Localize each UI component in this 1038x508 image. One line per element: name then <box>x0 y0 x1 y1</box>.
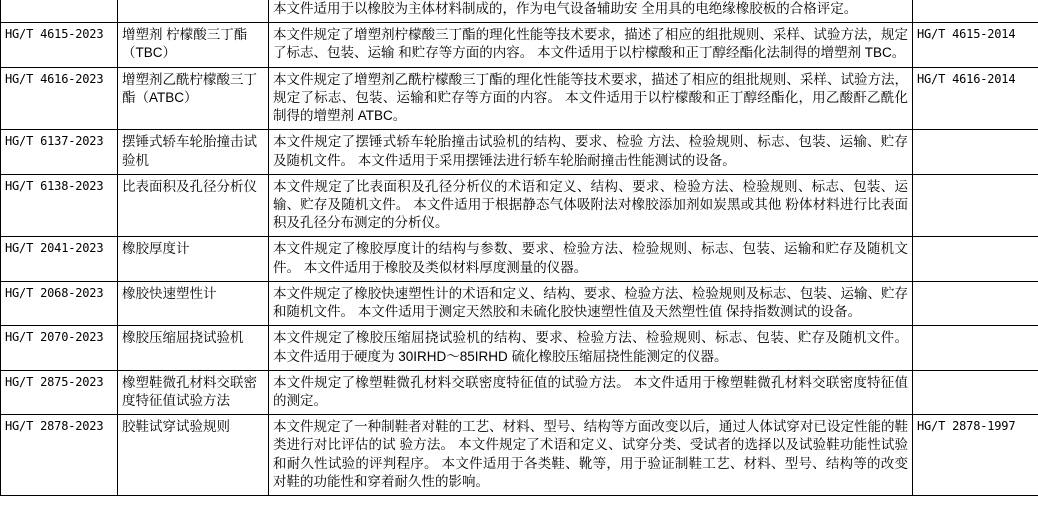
cell-replaced-standard: HG/T 4616-2014 <box>913 67 1038 130</box>
cell-description: 本文件规定了橡胶快速塑性计的术语和定义、结构、要求、检验方法、检验规则及标志、包装、运输、贮存和随机文件。 本文件适用于测定天然胶和未硫化胶快速塑性值及天然塑性值 保持指数测试的设备。 <box>269 281 913 325</box>
cell-standard-name: 橡塑鞋微孔材料交联密度特征值试验方法 <box>118 370 269 414</box>
cell-standard-name: 橡胶快速塑性计 <box>118 281 269 325</box>
cell-standard-name <box>118 0 269 23</box>
cell-replaced-standard: HG/T 4615-2014 <box>913 23 1038 67</box>
cell-description: 本文件规定了增塑剂柠檬酸三丁酯的理化性能等技术要求，描述了相应的组批规则、采样、试验方法，规定了标志、包装、运输 和贮存等方面的内容。 本文件适用于以柠檬酸和正丁醇经酯化法制得的增塑剂 TBC。 <box>269 23 913 67</box>
cell-description: 本文件规定了增塑剂乙酰柠檬酸三丁酯的理化性能等技术要求，描述了相应的组批规则、采样、试验方法，规定了标志、包装、运输和贮存等方面的内容。 本文件适用于以柠檬酸和正丁醇经酯化，用乙酸酐乙酰化制得的增塑剂 ATBC。 <box>269 67 913 130</box>
cell-standard-name: 增塑剂乙酰柠檬酸三丁酯（ATBC） <box>118 67 269 130</box>
cell-description: 本文件规定了一种制鞋者对鞋的工艺、材料、型号、结构等方面改变以后，通过人体试穿对已设定性能的鞋类进行对比评估的试 验方法。 本文件规定了术语和定义、试穿分类、受试者的选择以及试验鞋功能性试验和耐久性试验的评判程序。 本文件适用于各类鞋、靴等，用于验证制鞋工艺、材料、型号、结构等的改变对鞋的功能性和穿着耐久性的影响。 <box>269 415 913 496</box>
cell-standard-code: HG/T 4616-2023 <box>1 67 118 130</box>
cell-standard-name: 摆锤式轿车轮胎撞击试验机 <box>118 130 269 174</box>
table-row <box>1 23 1038 67</box>
cell-standard-name: 橡胶压缩屈挠试验机 <box>118 326 269 370</box>
table-row <box>1 0 1038 23</box>
table-row <box>1 130 1038 174</box>
cell-standard-code: HG/T 2041-2023 <box>1 237 118 281</box>
cell-description: 本文件规定了橡胶厚度计的结构与参数、要求、检验方法、检验规则、标志、包装、运输和贮存及随机文件。 本文件适用于橡胶及类似材料厚度测量的仪器。 <box>269 237 913 281</box>
cell-replaced-standard <box>913 370 1038 414</box>
cell-standard-name: 增塑剂 柠檬酸三丁酯 （TBC） <box>118 23 269 67</box>
cell-replaced-standard <box>913 326 1038 370</box>
table-row <box>1 326 1038 370</box>
cell-replaced-standard <box>913 237 1038 281</box>
cell-standard-code <box>1 0 118 23</box>
cell-standard-code: HG/T 2875-2023 <box>1 370 118 414</box>
cell-replaced-standard <box>913 174 1038 237</box>
cell-standard-name: 胶鞋试穿试验规则 <box>118 415 269 496</box>
table-row <box>1 415 1038 496</box>
cell-description: 本文件规定了比表面积及孔径分析仪的术语和定义、结构、要求、检验方法、检验规则、标志、包装、运输、贮存及随机文件。 本文件适用于根据静态气体吸附法对橡胶添加剂如炭黑或其他 粉体材料进行比表面积及孔径分布测定的分析仪。 <box>269 174 913 237</box>
standards-table-body <box>1 0 1038 496</box>
cell-standard-code: HG/T 6138-2023 <box>1 174 118 237</box>
cell-standard-code: HG/T 4615-2023 <box>1 23 118 67</box>
cell-replaced-standard: HG/T 2878-1997 <box>913 415 1038 496</box>
cell-description: 本文件规定了摆锤式轿车轮胎撞击试验机的结构、要求、检验 方法、检验规则、标志、包装、运输、贮存及随机文件。 本文件适用于采用摆锤法进行轿车轮胎耐撞击性能测试的设备。 <box>269 130 913 174</box>
cell-replaced-standard <box>913 281 1038 325</box>
cell-standard-name: 比表面积及孔径分析仪 <box>118 174 269 237</box>
cell-standard-name: 橡胶厚度计 <box>118 237 269 281</box>
cell-standard-code: HG/T 6137-2023 <box>1 130 118 174</box>
cell-replaced-standard <box>913 130 1038 174</box>
cell-description: 本文件规定了橡塑鞋微孔材料交联密度特征值的试验方法。 本文件适用于橡塑鞋微孔材料交联密度特征值的测定。 <box>269 370 913 414</box>
cell-standard-code: HG/T 2070-2023 <box>1 326 118 370</box>
table-row <box>1 281 1038 325</box>
table-row <box>1 174 1038 237</box>
table-row <box>1 237 1038 281</box>
cell-replaced-standard <box>913 0 1038 23</box>
cell-description: 本文件规定了橡胶压缩屈挠试验机的结构、要求、检验方法、检验规则、标志、包装、贮存及随机文件。 本文件适用于硬度为 30IRHD～85IRHD 硫化橡胶压缩屈挠性能测定的仪器。 <box>269 326 913 370</box>
table-row <box>1 370 1038 414</box>
cell-standard-code: HG/T 2068-2023 <box>1 281 118 325</box>
cell-standard-code: HG/T 2878-2023 <box>1 415 118 496</box>
table-row <box>1 67 1038 130</box>
cell-description: 本文件适用于以橡胶为主体材料制成的，作为电气设备辅助安 全用具的电绝缘橡胶板的合格评定。 <box>269 0 913 23</box>
